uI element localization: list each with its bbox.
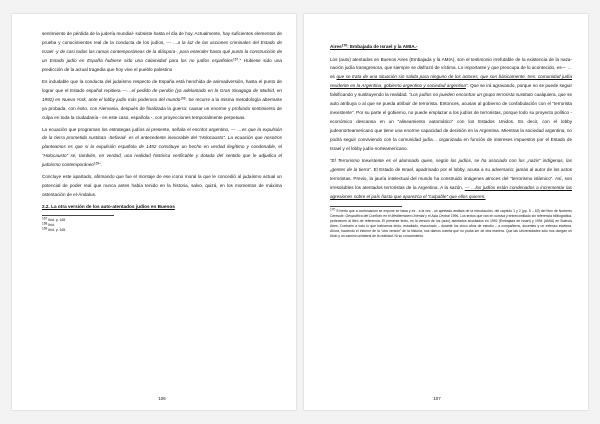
footnote-170: $^{170}$ El texto que a continuación se expone se basa y es - a la vez - un apretado análisis de la introducción, del capítulo 1 y 2 (pp. 5 – 63) del libro de Norberto Ceresole: Geopolítica del Conflicto en el Mediterráneo Oriental y el Asia Central 1996. Los textos que van en cursiva y entrecomillado sin referencia bibliográfica, pertenecen al libro de referencia. El presente texto, es la versión de los (auto) atentados suscitados en 1992 (Embajada de Israel) y 1994 (AMIA) en Buenos Aires. Contrario a todo lo que habíamos leído, estudiado, escuchado – durante los cinco años de estudio – a compañeros, docentes y un extenso etcétera. Ahora, haciendo el informe de la “otra versión” de la historia, nos damos cuenta que no podía ser de otra manera. Que las Universidades sólo nos otorgan un título y un camino unilateral de la realidad. Ni su conocimiento. [330,207,573,239]
paragraph-4: Concluye este apartado, afirmando que fue el montaje de ese icono moral la que le concedió al judaísmo actual un potencial de poder real que nunca antes había tenido en la historia, salvo, quizá, en los momentos de máxima ostentación de el-Ándalus. [42,174,282,198]
quote-italic: “El Terrorismo Inexistente es el alumnado quien, según los judíos, se ha asociado con los „nazis‟ indígenas, las „gentes de la tierra‟ [330,158,572,172]
footnote-ref[interactable]: 170 [341,43,348,48]
quote-italic: —…el pedido de perdón (ya adelantado en la Gran Sinagoga de Madrid, en 1992) en Nueva York, ante el lobby judío más poderoso del mundo [42,87,282,102]
quote-italic: “Los judíos no pueden encontrar un grupo terrorista sustituto [409,92,533,98]
page-number: 107 [433,396,441,401]
quote-italic: — …los judíos están condenados a incrementar las agresiones sobre el país hasta que aparezca el “culpable” que ellos quieren. [330,184,572,199]
footnote-167: $^{167}$ Ibíd. p. 165 [42,216,66,222]
footnote-divider [42,215,114,216]
quote-italic: — …a la luz de las acciones criminales del Estado de Israel -y de casi todas las ramas contemporáneas de la diáspora-, para entender hasta qué punto la construcción de un Estado judío en España hubiese sido una calamidad para los no judíos españoles [42,39,282,63]
page-number: 106 [158,396,166,401]
right-page [304,14,588,410]
section-heading-continued: Aires$^{170}$: Embajada de Israel y la AMIA.- [330,43,418,49]
quote-italic: — …es que la expulsión de la tierra prometida sustituta -Sefarad- es el antecedente inexorable del “Holocausto”. La ecuación que nosotros planteamos es que si la expulsión española de 1492 constituye un hecho en verdad ilegítimo y condenable, el “Holocausto” se, también, en verdad, una realidad histórica verificable y dotada del sentido que le adjudica el judaísmo contemporáneo [42,126,282,168]
quote-italic: que se trata de una situación sin salida para ninguno de los actores, que son básicamente, tres: comunidad judía residente en la Argentina, gobierno argentino y sociedad argentina [330,74,573,89]
footnote-divider [330,206,402,207]
section-heading: 2.2. La otra versión de los auto-atentados judíos en Buenos [42,204,175,210]
paragraph-2: Es indudable que la conducta del judaísmo respecto de España está henchida de animadversión, hasta el punto de lograr que el Estado español repitiera —…el pedido de perdón (ya adelantado en la Gran Sinagoga de Madrid, en 1992) en Nueva York, ante el lobby judío más poderoso del mundo$^{168}$. Se recurre a la misma metodología aberrante ya probada, con éxito, con Alemania, después de finalizada la guerra: causar un enorme y profundo sentimiento de culpa en toda la ciudadanía - en este caso, española -, con proyecciones temporalmente perpetuas. [42,78,282,120]
footnote-ref[interactable]: 168 [180,96,186,101]
paragraph-1: sentimiento de pérdida de la judería mundial- subsiste hasta el día de hoy. Actualmente, hay suficientes elementos de prueba y conocimientos real de la conducta de los judíos, — …a la luz de las acciones criminales del Estado de Israel -y de casi todas las ramas contemporáneas de la diáspora-, para entender hasta qué punto la construcción de un Estado judío en España hubiese sido una calamidad para los no judíos españoles$^{167}$.” Hubiese sido una predicción de la actual tragedia que hoy vive el pueblo palestino [42,31,282,72]
footnote-168: $^{168}$ Ibíd. [42,221,55,227]
footnote-169: $^{169}$ Ibíd. p. 165 [42,226,66,232]
paragraph-1: Los (auto) atentados en Buenos Aires (Embajada y la AMIA), son el testimonio irrefutable de la existencia de la naza-nación judía transgresora, que siempre se disfrazó de víctima. Lo importante y que preocupa de lo acontecido, es— …es que se trata de una situación sin salida para ninguno de los actores, que son básicamente, tres: comunidad judía residente en la Argentina, gobierno argentino y sociedad argentina”. Que se irá agravando, porque no se puede seguir falsificando y sustituyendo la realidad. “Los judíos no pueden encontrar un grupo terrorista sustituto cualquiera, que se auto atribuya o al que se pueda atribuir de terrorista. Entonces, acusan al gobierno de confabulación con el “terrorista inexistente”. Por su parte el gobierno, no puede emplazar a los judíos de terroristas, porque todo su proyecto político - económico descansa en un “alineamiento automático” con los Estados Unidos. Es decir, con el lobby judeonorteamericano que tiene una enorme capacidad de decisión en la Argentina. Mientras la sociedad argentina, no podrá seguir conviviendo con la comunidad judía… organizada en función de intereses impuestos por el Estado de Israel y el lobby judío-norteamericano. [330,56,573,152]
footnote-ref[interactable]: 167 [232,57,239,62]
paragraph-3: La ecuación que programan los estrategas judíos al presente, señala el escritor argentino, — …es que la expulsión de la tierra prometida sustituta -Sefarad- es el antecedente inexorable del “Holocausto”. La ecuación que nosotros planteamos es que si la expulsión española de 1492 constituye un hecho en verdad ilegítimo y condenable, el “Holocausto” se, también, en verdad, una realidad histórica verificable y dotada del sentido que le adjudica el judaísmo contemporáneo$^{169}$”. [42,126,282,168]
paragraph-2: “El Terrorismo Inexistente es el alumnado quien, según los judíos, se ha asociado con los „nazis‟ indígenas, las „gentes de la tierra‟. El Estado de Israel, apadrinado por el lobby, acusa a su adversario; jamás al autor de los actos terroristas. Previo, la jauría intelectual del mundo ha construido imágenes atroces del “terrorismo islámico”. Así, son irresolubles los atentados terroristas de la Argentina. A la sazón, — …los judíos están condenados a incrementar las agresiones sobre el país hasta que aparezca el “culpable” que ellos quieren. [330,158,572,199]
footnote-ref[interactable]: 169 [93,161,100,166]
left-page [12,14,296,410]
